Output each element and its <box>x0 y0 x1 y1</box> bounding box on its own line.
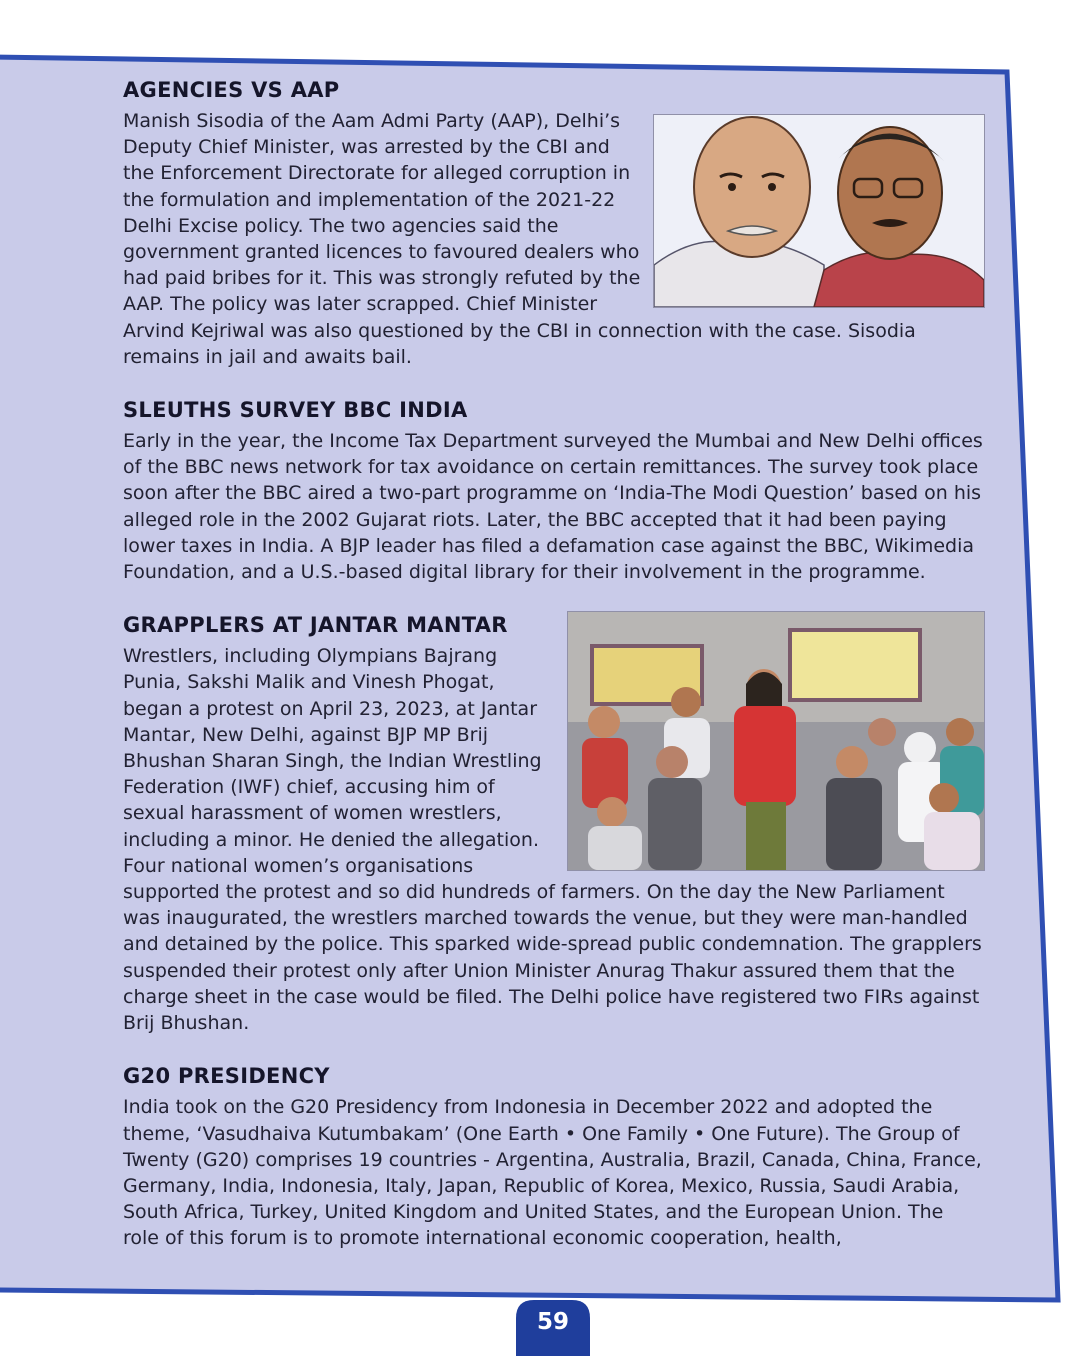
section-heading-agencies: AGENCIES VS AAP <box>123 78 340 102</box>
article-content <box>123 72 983 1252</box>
section-heading-bbc: SLEUTHS SURVEY BBC INDIA <box>123 398 468 423</box>
sisodia-kejriwal-illustration <box>653 114 985 308</box>
section-heading-wrestlers: GRAPPLERS AT JANTAR MANTAR <box>123 613 508 638</box>
section-body-bbc: Early in the year, the Income Tax Department surveyed the Mumbai and New Delhi offices of the BBC news network for tax avoidance on certain remittances. The survey took place soon after the BBC aired a two-part programme on ‘India-The Modi Question’ based on his alleged role in the 2002 Gujarat riots. Later, the BBC accepted that it had been paying lower taxes in India. A BJP leader has filed a defamation case against the BBC, Wikimedia Foundation, and a U.S.-based digital library for their involvement in the programme. <box>123 430 983 584</box>
section-body-agencies: Manish Sisodia of the Aam Admi Party (AAP), Delhi’s Deputy Chief Minister, was arrested by the CBI and the Enforcement Directorate for alleged corruption in the formulation and implementation of the 2021-22 Delhi Excise policy. The two agencies said the government granted licences to favoured dealers who had paid bribes for it. This was strongly refuted by the AAP. The policy was later scrapped. Chief Minister Arvind Kejriwal was also questioned by the CBI in connection with the case. Sisodia remains in jail and awaits bail. <box>123 110 916 368</box>
page-number: 59 <box>536 1309 569 1335</box>
section-heading-g20: G20 PRESIDENCY <box>123 1064 330 1089</box>
wrestlers-protest-illustration <box>567 611 985 871</box>
section-body-wrestlers: Wrestlers, including Olympians Bajrang Punia, Sakshi Malik and Vinesh Phogat, began a protest on April 23, 2023, at Jantar Mantar, New Delhi, against BJP MP Brij Bhushan Sharan Singh, the Indian Wrestling Federation (IWF) chief, accusing him of sexual harassment of women wrestlers, including a minor. He denied the allegation. Four national women’s organisations supported the protest and so did hundreds of farmers. On the day the New Parliament was inaugurated, the wrestlers marched towards the venue, but they were man-handled and detained by the police. This sparked wide-spread public condemnation. The grapplers suspended their protest only after Union Minister Anurag Thakur assured them that the charge sheet in the case would be filed. The Delhi police have registered two FIRs against Brij Bhushan. <box>123 645 982 1035</box>
section-body-g20: India took on the G20 Presidency from Indonesia in December 2022 and adopted the theme, ‘Vasudhaiva Kutumbakam’ (One Earth • One Family • One Future). The Group of Twenty (G20) comprises 19 countries - Argentina, Australia, Brazil, Canada, China, France, Germany, India, Indonesia, Italy, Japan, Republic of Korea, Mexico, Russia, Saudi Arabia, South Africa, Turkey, United Kingdom and United States, and the European Union. The role of this forum is to promote international economic cooperation, health, <box>123 1096 982 1250</box>
